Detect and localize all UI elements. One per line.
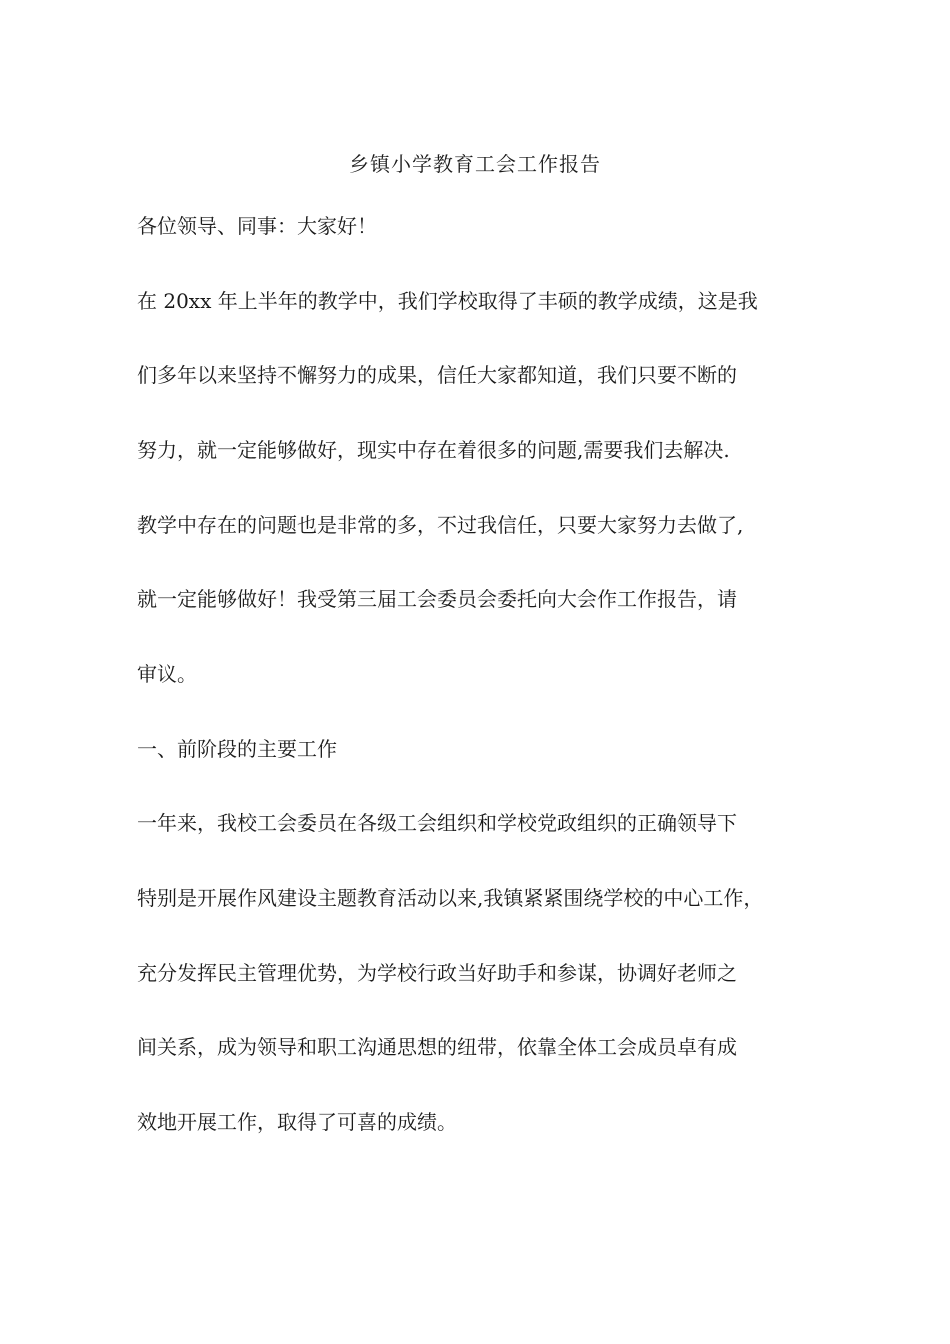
paragraph-line: 间关系，成为领导和职工沟通思想的纽带，依靠全体工会成员卓有成 bbox=[137, 1035, 737, 1059]
section-heading: 一、前阶段的主要工作 bbox=[137, 737, 337, 761]
paragraph-line: 一年来，我校工会委员在各级工会组织和学校党政组织的正确领导下 bbox=[137, 811, 737, 835]
greeting-line: 各位领导、同事：大家好！ bbox=[137, 214, 377, 238]
paragraph-line: 审议。 bbox=[137, 662, 197, 686]
paragraph-line: 努力，就一定能够做好，现实中存在着很多的问题,需要我们去解决. bbox=[137, 438, 730, 462]
paragraph-line: 效地开展工作，取得了可喜的成绩。 bbox=[137, 1110, 457, 1134]
paragraph-line: 们多年以来坚持不懈努力的成果，信任大家都知道，我们只要不断的 bbox=[137, 363, 737, 387]
paragraph-line: 就一定能够做好！我受第三届工会委员会委托向大会作工作报告，请 bbox=[137, 587, 737, 611]
document-title: 乡镇小学教育工会工作报告 bbox=[349, 152, 601, 176]
paragraph-line: 特别是开展作风建设主题教育活动以来,我镇紧紧围绕学校的中心工作， bbox=[137, 886, 764, 910]
paragraph-line: 教学中存在的问题也是非常的多，不过我信任，只要大家努力去做了, bbox=[137, 513, 744, 537]
paragraph-line: 在 20xx 年上半年的教学中，我们学校取得了丰硕的教学成绩，这是我 bbox=[137, 289, 758, 313]
paragraph-line: 充分发挥民主管理优势，为学校行政当好助手和参谋，协调好老师之 bbox=[137, 961, 737, 985]
